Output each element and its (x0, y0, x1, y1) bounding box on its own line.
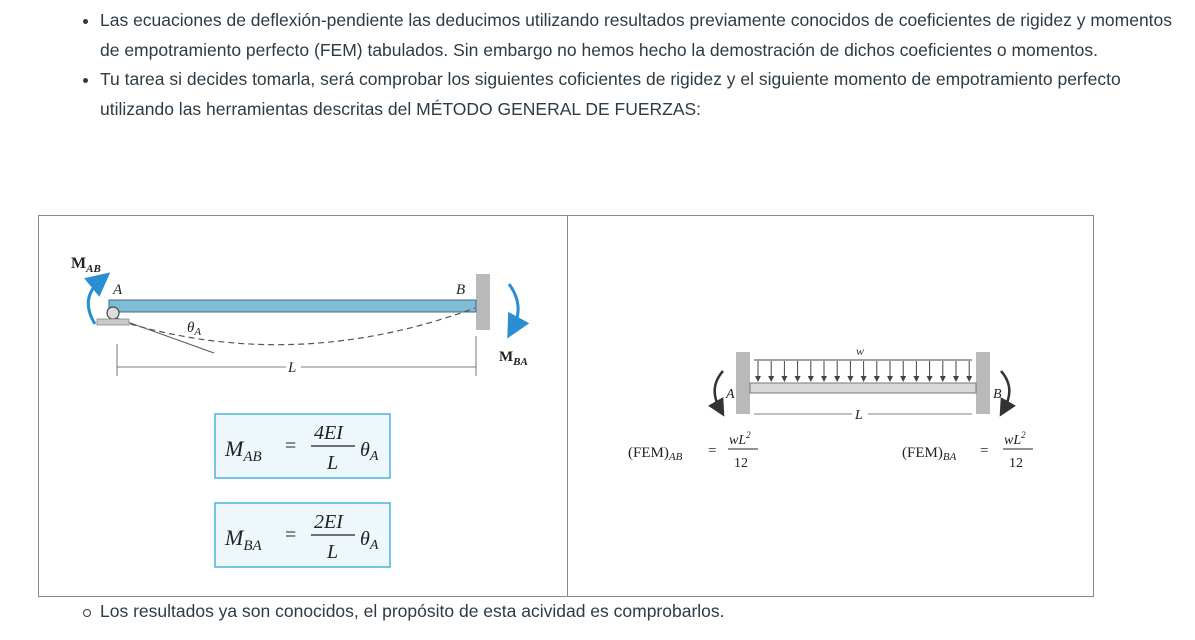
svg-text:wL2 (729, 430, 751, 448)
svg-text:θA (187, 320, 201, 338)
fem-ba-sub: BA (942, 451, 957, 463)
node-label-b: B (456, 282, 466, 298)
svg-text:=: = (980, 443, 989, 459)
svg-text:(FEM)BA (902, 445, 957, 463)
theta-label-sub: A (194, 326, 202, 338)
distributed-load-arrows (758, 361, 969, 379)
stiffness-diagram (39, 216, 567, 596)
svg-text:MAB (71, 255, 101, 275)
fem-moment-arrow-b (1001, 371, 1009, 409)
fem-ba-num: wL (1004, 433, 1022, 448)
formula2-lhs: M (225, 525, 244, 550)
formula2-theta-sub: A (369, 538, 379, 553)
pin-support (107, 307, 119, 319)
bullet-item-1: • Las ecuaciones de deflexión-pendiente las deducimos utilizando resultados previamente conocidos de coeficientes de rigidez y momentos de empotramiento perfecto (FEM) tabulados. Sin embargo no hemos hecho la demostración de dichos coeficientes o momentos. (100, 6, 1180, 65)
length-label: L (288, 360, 297, 376)
svg-text:=: = (285, 435, 297, 457)
load-label: w (856, 344, 865, 358)
moment-label-ab: M (71, 255, 87, 272)
fem-ab-num: wL (729, 433, 747, 448)
moment-label-ba: M (499, 349, 514, 365)
fem-ab-sub: AB (668, 451, 683, 463)
formula2-lhs-sub: BA (243, 538, 262, 554)
formula1-lhs: M (225, 436, 244, 461)
formula1-lhs-sub: AB (243, 449, 262, 465)
svg-text:wL2 (1004, 430, 1026, 448)
moment-arrow-ab (88, 280, 101, 324)
fixed-wall-b (476, 274, 490, 330)
svg-text:=: = (708, 443, 717, 459)
instruction-list (72, 6, 1180, 124)
moment-label-ba-sub: BA (513, 356, 528, 368)
fem-node-a: A (726, 387, 735, 402)
moment-label-ab-sub: AB (86, 263, 101, 275)
bullet-item-2: • Tu tarea si decides tomarla, será comprobar los siguientes coficientes de rigidez y el siguiente momento de empotramiento perfecto utilizando las herramientas descritas del MÉTODO GENERAL DE FUERZAS: (100, 65, 1180, 124)
formula2-denominator: L (327, 541, 339, 563)
svg-text:=: = (285, 524, 297, 546)
node-label-a: A (113, 282, 123, 298)
support-base (97, 319, 129, 325)
formula1-theta-sub: A (369, 449, 379, 464)
beam (109, 300, 476, 312)
fem-beam (750, 383, 976, 393)
fem-length-label: L (855, 408, 863, 423)
svg-text:(FEM)AB (628, 445, 683, 463)
fixed-wall-b2 (976, 352, 990, 414)
fixed-wall-a (736, 352, 750, 414)
moment-arrow-ba (509, 284, 518, 328)
formula2-numerator: 2EI (314, 511, 343, 533)
fem-node-b: B (993, 387, 1002, 402)
fem-ba-label: (FEM) (902, 445, 943, 461)
svg-text:MBA (499, 349, 528, 368)
formula2-theta: θ (360, 528, 370, 550)
deflected-shape (111, 308, 475, 345)
ring-bullet-icon (83, 609, 91, 617)
fem-diagram (568, 216, 1096, 596)
fem-ba-sup: 2 (1021, 430, 1026, 440)
figure-panel (38, 215, 1094, 597)
sub-list (100, 597, 725, 626)
formula1-numerator: 4EI (314, 422, 343, 444)
sub-bullet-item (100, 597, 725, 626)
fem-ab-label: (FEM) (628, 445, 669, 461)
fem-ba-den: 12 (1009, 456, 1023, 471)
fem-ab-den: 12 (734, 456, 748, 471)
fem-moment-arrow-a (715, 371, 723, 409)
formula1-theta: θ (360, 439, 370, 461)
sub-bullet-text: Los resultados ya son conocidos, el propósito de esta acividad es comprobarlos. (100, 601, 725, 621)
fem-ab-sup: 2 (746, 430, 751, 440)
theta-label: θ (187, 320, 195, 336)
formula1-denominator: L (327, 452, 339, 474)
